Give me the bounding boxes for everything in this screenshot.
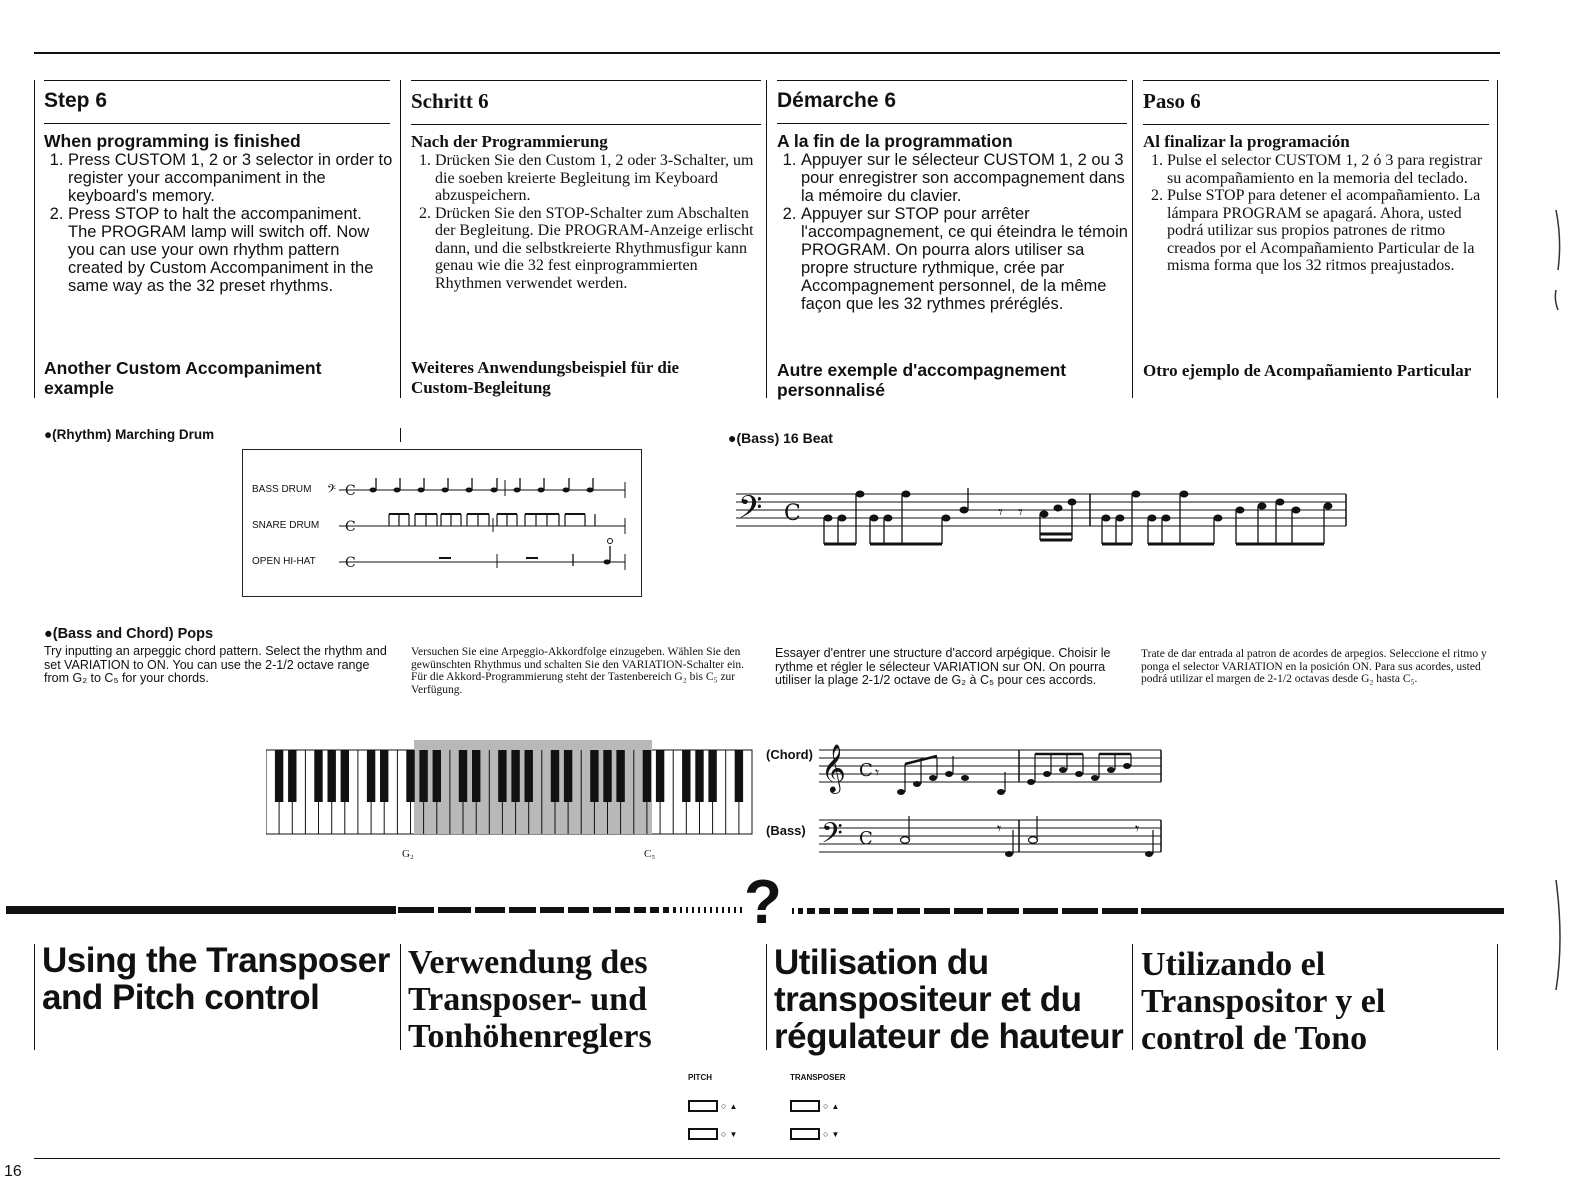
page-number: 16: [4, 1163, 22, 1180]
drum-row-label: BASS DRUM: [252, 484, 312, 495]
divider-dash: [792, 908, 794, 914]
finish-steps: [44, 151, 394, 295]
divider-dash: [475, 907, 505, 913]
divider-dash: [704, 907, 706, 913]
svg-text:𝄢: 𝄢: [738, 489, 763, 533]
svg-text:𝄾: 𝄾: [1018, 502, 1023, 523]
finish-steps: [411, 152, 763, 292]
divider-dash: [834, 908, 848, 914]
column-german: [411, 80, 763, 397]
keyboard-low-label: G₂: [402, 848, 414, 860]
svg-text:C: C: [859, 828, 873, 849]
pitch-up-button[interactable]: [688, 1100, 748, 1112]
svg-text:𝄾: 𝄾: [998, 502, 1003, 523]
step-item: 2. Drücken Sie den STOP-Schalter zum Abschalten der Begleitung. Die PROGRAM-Anzeige erlischt dann, und die selbstkreierte Rhythmusfigur kann genau wie die 32 fest einprogrammierten Rhythmen verwendet werden.: [435, 205, 763, 293]
step-title: Paso 6: [1143, 89, 1201, 113]
pops-text-english: Try inputting an arpeggic chord pattern. Select the rhythm and set VARIATION to ON. You can use the 2-1/2 octave range from G₂ to C₅ for your chords.: [44, 644, 387, 685]
drum-row-label: OPEN HI-HAT: [252, 556, 316, 567]
finish-steps: [777, 151, 1129, 313]
drum-pattern-box: [242, 449, 642, 597]
pops-text-spanish: Trate de dar entrada al patron de acordes de arpegios. Seleccione el ritmo y ponga el selector VARIATION en la posición ON. Para sus acordes, usted podrá utilizar el margen de 2-1/2 octavas desde G₂ hasta C₅.: [1141, 648, 1487, 685]
svg-text:C: C: [345, 483, 356, 499]
title-divider-5: [1497, 944, 1498, 1050]
divider-dash: [807, 908, 815, 914]
bass-label: ●(Bass) 16 Beat: [728, 430, 833, 446]
finish-heading: When programming is finished: [44, 131, 301, 151]
divider-dash: [692, 907, 694, 913]
step-rule: [777, 80, 1127, 81]
button-rect: [790, 1100, 820, 1112]
another-heading: Autre exemple d'accompagnement personnalisé: [777, 360, 1067, 400]
question-mark-icon: ?: [744, 868, 782, 937]
step-title: Schritt 6: [411, 89, 489, 113]
divider-dash: [568, 907, 589, 913]
black-key: [603, 750, 611, 802]
pitch-down-button[interactable]: [688, 1128, 748, 1140]
down-arrow-icon: ▼: [831, 1129, 840, 1139]
divider-dash: [1023, 908, 1058, 914]
bass-staff-label: (Bass): [766, 823, 806, 838]
title-divider-3: [766, 944, 767, 1050]
black-key: [341, 750, 349, 802]
divider-dash: [698, 907, 700, 913]
black-key: [735, 750, 743, 802]
led-icon: ○: [721, 1129, 727, 1139]
black-key: [590, 750, 598, 802]
chord-bass-staves: [815, 734, 1165, 858]
black-key: [656, 750, 664, 802]
black-key: [643, 750, 651, 802]
step-title: Démarche 6: [777, 89, 897, 112]
pops-text-german: Versuchen Sie eine Arpeggio-Akkordfolge einzugeben. Wählen Sie den gewünschten Rhythmus und schalten Sie den VARIATION-Schalter ein. Für die Akkord-Programmierung steht der Tastenbereich G₂ bis C₅ zur Verfügung.: [411, 646, 745, 696]
divider-dash: [798, 908, 803, 914]
divider-dash: [716, 907, 718, 913]
keyboard-diagram: [266, 740, 754, 840]
step-item: 2. Appuyer sur STOP pour arrêter l'accompagnement, ce qui éteindra le témoin PROGRAM. On pourra alors utiliser sa propre structure rythmique, crée par Accompagnement personnel, de la même façon que les 32 rythmes préréglés.: [801, 205, 1129, 313]
column-divider-1: [34, 80, 35, 398]
step-item: 1. Press CUSTOM 1, 2 or 3 selector in order to register your accompaniment in the keyboard's memory.: [68, 151, 394, 205]
step-item: 1. Drücken Sie den Custom 1, 2 oder 3-Schalter, um die soeben kreierte Begleitung im Keyboard abzuspeichern.: [435, 152, 763, 205]
up-arrow-icon: ▲: [729, 1101, 738, 1111]
drum-notation: [243, 450, 641, 596]
divider-dash: [673, 907, 676, 913]
step-title-rule: [44, 123, 390, 124]
divider-dash: [710, 907, 712, 913]
pops-text-french: Essayer d'entrer une structure d'accord arpégique. Choisir le rythme et régler le sélecteur VARIATION sur ON. On pourra utiliser la plage 2-1/2 octave de G₂ à C₅ pour ces accords.: [775, 646, 1111, 687]
keyboard-high-label: C₅: [644, 848, 656, 860]
divider-dash: [509, 907, 536, 913]
pitch-label: PITCH: [688, 1073, 712, 1082]
divider-dash: [398, 907, 434, 913]
led-icon: ○: [823, 1101, 829, 1111]
column-english: [44, 80, 394, 398]
black-key: [616, 750, 624, 802]
column-divider-2: [400, 80, 401, 398]
black-key: [419, 750, 427, 802]
divider-dash: [728, 907, 730, 913]
section-title-german: Verwendung des Transposer- und Tonhöhenreglers: [408, 944, 652, 1055]
divider-dash: [924, 908, 950, 914]
svg-text:𝄾: 𝄾: [875, 763, 880, 782]
section-title-french: Utilisation du transpositeur et du régulateur de hauteur: [774, 943, 1124, 1056]
svg-text:𝄾: 𝄾: [1135, 819, 1140, 838]
title-divider-4: [1132, 944, 1133, 1050]
divider-dash: [438, 907, 471, 913]
divider-dash: [819, 908, 830, 914]
step-title-rule: [777, 123, 1127, 124]
led-icon: ○: [721, 1101, 727, 1111]
black-key: [314, 750, 322, 802]
column-spanish: [1143, 80, 1493, 380]
scan-edge-marks: [1552, 0, 1572, 1202]
column-divider-5: [1497, 80, 1498, 398]
black-key: [367, 750, 375, 802]
divider-dash: [897, 908, 920, 914]
divider-dash: [663, 907, 669, 913]
finish-steps: [1143, 152, 1493, 275]
section-title-spanish: Utilizando el Transpositor y el control de Tono: [1141, 946, 1386, 1057]
drum-row-label: SNARE DRUM: [252, 520, 320, 531]
divider-dash: [740, 907, 742, 913]
hi-hat-line: [339, 539, 625, 572]
black-key: [288, 750, 296, 802]
step-title-rule: [1143, 124, 1489, 125]
black-key: [551, 750, 559, 802]
black-key: [525, 750, 533, 802]
button-rect: [688, 1100, 718, 1112]
section-title-english: Using the Transposer and Pitch control: [42, 941, 390, 1017]
step-title-rule: [411, 124, 761, 125]
divider-dash: [873, 908, 893, 914]
black-key: [406, 750, 414, 802]
up-arrow-icon: ▲: [831, 1101, 840, 1111]
svg-text:C: C: [345, 555, 356, 571]
black-key: [380, 750, 388, 802]
black-key: [511, 750, 519, 802]
black-key: [459, 750, 467, 802]
divider-dash: [954, 908, 983, 914]
transposer-up-button[interactable]: [790, 1100, 870, 1112]
another-heading: Otro ejemplo de Acompañamiento Particular: [1143, 361, 1472, 380]
step-rule: [1143, 80, 1489, 81]
pitch-panel: [688, 1073, 748, 1140]
button-rect: [790, 1128, 820, 1140]
divider-dash: [540, 907, 564, 913]
transposer-down-button[interactable]: [790, 1128, 870, 1140]
svg-text:𝄞: 𝄞: [821, 743, 846, 792]
another-heading: Weiteres Anwendungsbeispiel für die Custom-Begleitung: [411, 358, 680, 397]
svg-text:C: C: [345, 519, 356, 535]
finish-heading: Nach der Programmierung: [411, 132, 608, 151]
snare-drum-line: [339, 514, 625, 535]
svg-text:C: C: [784, 501, 801, 526]
svg-text:𝄢: 𝄢: [327, 483, 337, 499]
black-key: [695, 750, 703, 802]
title-divider-2: [400, 944, 401, 1050]
divider-dash: [852, 908, 869, 914]
divider-dash: [593, 907, 611, 913]
another-heading: Another Custom Accompaniment example: [44, 358, 322, 398]
black-key: [328, 750, 336, 802]
transposer-label: TRANSPOSER: [790, 1073, 846, 1082]
step-title: Step 6: [44, 89, 108, 112]
transposer-panel: [790, 1073, 870, 1140]
divider-dash: [734, 907, 736, 913]
rhythm-divider: [400, 428, 401, 442]
divider-dash: [987, 908, 1019, 914]
top-rule: [34, 52, 1500, 54]
bass-drum-line: [327, 478, 625, 499]
led-icon: ○: [823, 1129, 829, 1139]
black-key: [564, 750, 572, 802]
divider-dash: [615, 907, 630, 913]
black-key: [433, 750, 441, 802]
divider-dash: [722, 907, 724, 913]
bottom-rule: [34, 1158, 1500, 1159]
bass-staff: [728, 482, 1348, 552]
divider-dash: [686, 907, 688, 913]
button-rect: [688, 1128, 718, 1140]
divider-dash: [650, 907, 659, 913]
column-divider-4: [1132, 80, 1133, 398]
step-item: 2. Press STOP to halt the accompaniment. The PROGRAM lamp will switch off. Now you can use your own rhythm pattern created by Custom Accompaniment in the same way as the 32 preset rhythms.: [68, 205, 394, 295]
black-key: [682, 750, 690, 802]
black-key: [472, 750, 480, 802]
black-key: [708, 750, 716, 802]
step-rule: [44, 80, 390, 81]
pops-label: ●(Bass and Chord) Pops: [44, 626, 214, 642]
down-arrow-icon: ▼: [729, 1129, 738, 1139]
svg-text:𝄾: 𝄾: [997, 819, 1002, 838]
column-french: [777, 80, 1129, 400]
step-item: 1. Pulse el selector CUSTOM 1, 2 ó 3 para registrar su acompañamiento en la memoria del teclado.: [1167, 152, 1493, 187]
svg-text:𝄢: 𝄢: [821, 817, 843, 857]
svg-text:C: C: [859, 760, 873, 781]
title-divider-1: [34, 944, 35, 1050]
step-item: 1. Appuyer sur le sélecteur CUSTOM 1, 2 ou 3 pour enregistrer son accompagnement dans la mémoire du clavier.: [801, 151, 1129, 205]
finish-heading: Al finalizar la programación: [1143, 132, 1350, 151]
divider-dash: [680, 907, 682, 913]
chord-staff-label: (Chord): [766, 747, 813, 762]
finish-heading: A la fin de la programmation: [777, 131, 1013, 151]
divider-dash: [634, 907, 646, 913]
black-key: [275, 750, 283, 802]
black-key: [498, 750, 506, 802]
divider-dash: [1102, 908, 1138, 914]
step-item: 2. Pulse STOP para detener el acompañamiento. La lámpara PROGRAM se apagará. Ahora, usted podrá utilizar sus propios patrones de ritmo creados por el Acompañamiento Particular de la misma forma que los 32 ritmos preajustados.: [1167, 187, 1493, 275]
step-rule: [411, 80, 761, 81]
column-divider-3: [766, 80, 767, 398]
rhythm-label: ●(Rhythm) Marching Drum: [44, 427, 215, 442]
divider-dash: [1062, 908, 1098, 914]
